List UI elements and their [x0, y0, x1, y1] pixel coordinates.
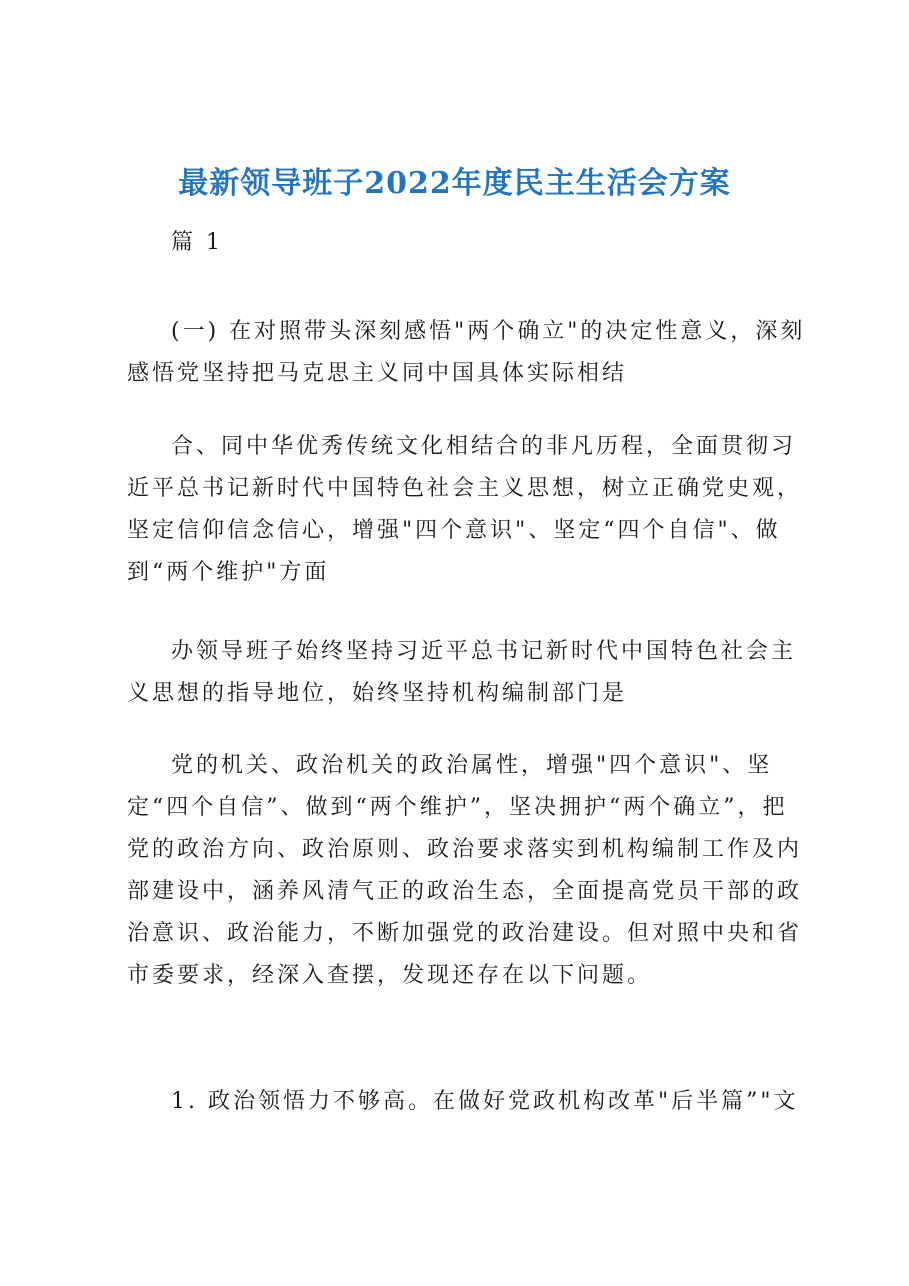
paragraph: 党的机关、政治机关的政治属性，增强"四个意识"、坚定“四个自信”、做到“两个维护”，坚决拥护“两个确立”，把党的政治方向、政治原则、政治要求落实到机构编制工作及内部建设中，涵养风清气正的政治生态，全面提高党员干部的政治意识、政治能力，不断加强党的政治建设。但对照中央和省市委要求，经深入查摆，发现还存在以下问题。	[127, 753, 803, 988]
paragraph: 1. 政治领悟力不够高。在做好党政机构改革"后半篇”"文	[171, 1089, 799, 1114]
paragraph: (一) 在对照带头深刻感悟"两个确立"的决定性意义，深刻感悟党坚持把马克思主义同中国具体实际相结	[127, 319, 806, 386]
document-title: 最新领导班子2022年度民主生活会方案	[178, 166, 731, 201]
paragraph: 办领导班子始终坚持习近平总书记新时代中国特色社会主义思想的指导地位，始终坚持机构编制部门是	[127, 639, 797, 706]
paragraph: 合、同中华优秀传统文化相结合的非凡历程，全面贯彻习近平总书记新时代中国特色社会主义思想，树立正确党史观，坚定信仰信念信心，增强"四个意识"、坚定“四个自信"、做到“两个维护"方面	[127, 434, 803, 585]
section-label: 篇 1	[171, 230, 223, 255]
